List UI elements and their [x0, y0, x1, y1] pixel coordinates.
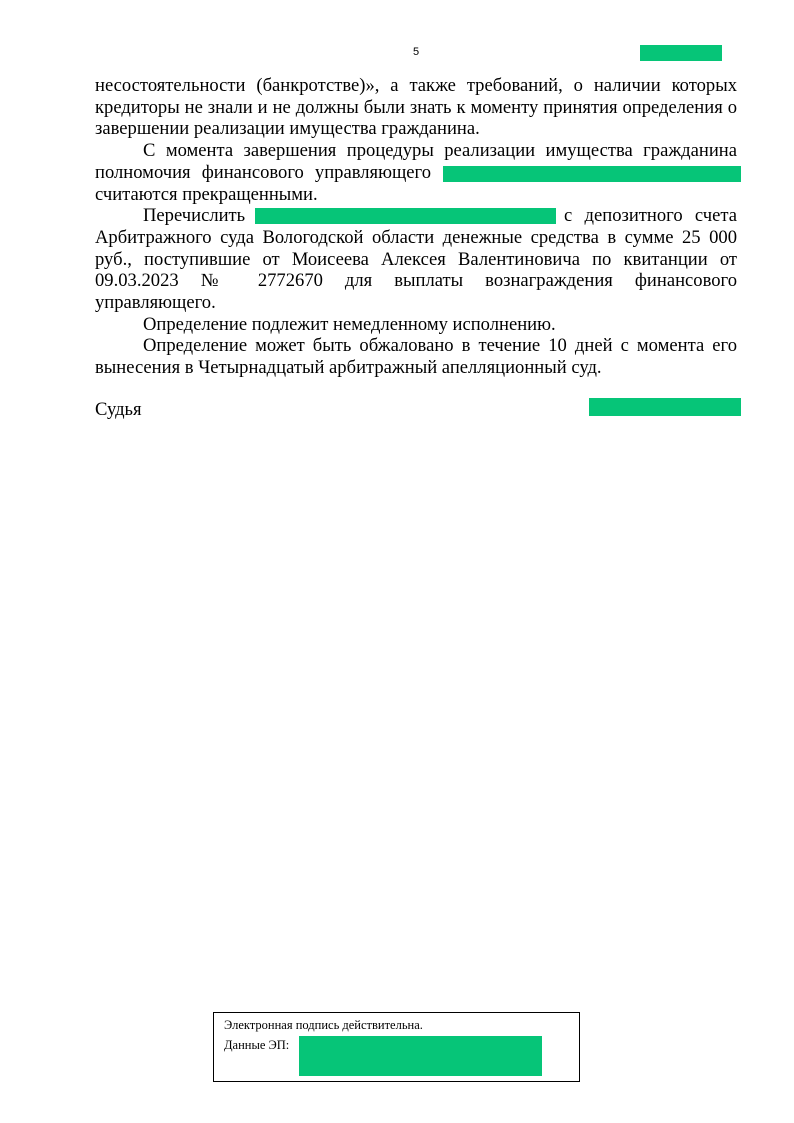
paragraph-2-line-2: полномочия финансового управляющего — [95, 162, 431, 183]
paragraph-3-rest: Арбитражного суда Вологодской области денежные средства в сумме 25 000 руб., поступившие от Моисеева Алексея Валентиновича по квитанции от 09.03.2023 № 2772670 для выплаты вознаграждения финансового управляющего. — [95, 227, 737, 314]
redaction-recipient — [255, 208, 556, 224]
paragraph-2-line-1: С момента завершения процедуры реализации имущества гражданина — [143, 140, 737, 161]
redaction-header — [640, 45, 722, 61]
paragraph-1: несостоятельности (банкротстве)», а также требований, о наличии которых кредиторы не знали и не должны были знать к моменту принятия определения о завершении реализации имущества гражданина. — [95, 75, 737, 140]
redaction-judge-name — [589, 398, 741, 416]
e-signature-valid-text: Электронная подпись действительна. — [224, 1018, 423, 1032]
page-number: 5 — [412, 46, 420, 58]
paragraph-4: Определение подлежит немедленному исполнению. — [143, 314, 556, 335]
paragraph-3-tail: с депозитного счета — [564, 205, 737, 226]
paragraph-3-lead: Перечислить — [143, 205, 246, 226]
redaction-signature-data — [299, 1036, 542, 1076]
paragraph-2-line-3: считаются прекращенными. — [95, 184, 318, 205]
e-signature-data-label: Данные ЭП: — [224, 1038, 290, 1052]
e-signature-box — [213, 1012, 580, 1082]
paragraph-5: Определение может быть обжаловано в течение 10 дней с момента его вынесения в Четырнадцатый арбитражный апелляционный суд. — [95, 335, 737, 378]
redaction-manager-name — [443, 166, 741, 182]
judge-label: Судья — [95, 399, 142, 420]
